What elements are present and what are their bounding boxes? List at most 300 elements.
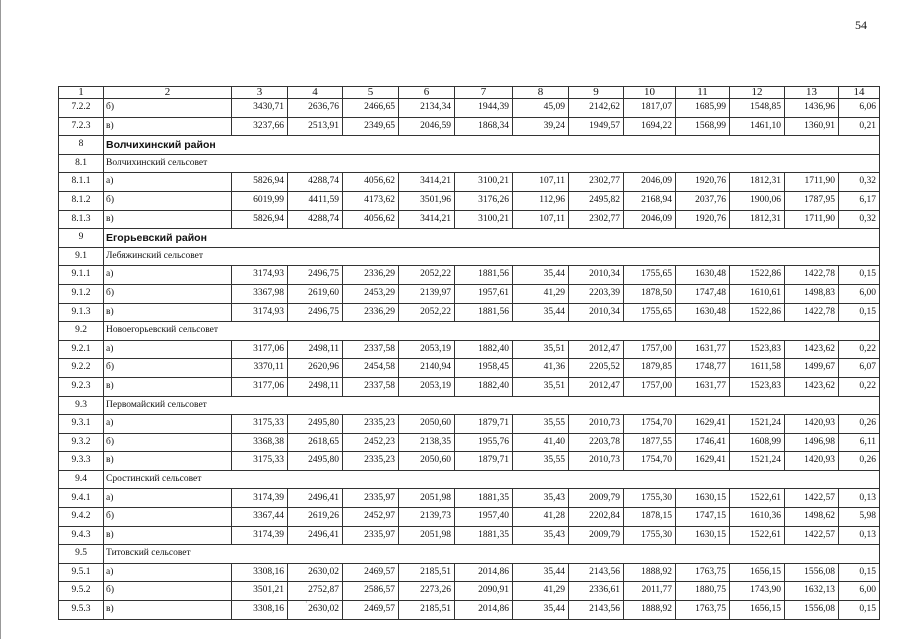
table-cell: 1757,00 — [624, 340, 676, 359]
table-cell: 1694,22 — [624, 117, 676, 136]
table-cell: 4056,62 — [343, 210, 399, 229]
table-row — [59, 191, 880, 210]
table-cell: 41,40 — [513, 433, 569, 452]
table-cell: 2052,22 — [399, 266, 455, 285]
table-cell: 2139,97 — [399, 284, 455, 303]
table-cell: 41,29 — [513, 582, 569, 601]
table-cell: 6,11 — [839, 433, 880, 452]
table-cell: 1755,65 — [624, 303, 676, 322]
table-cell: 1747,15 — [676, 508, 730, 527]
table-cell: 3177,06 — [232, 340, 288, 359]
table-cell: 0,26 — [839, 452, 880, 471]
table-cell: 3177,06 — [232, 377, 288, 396]
table-cell: 1420,93 — [785, 415, 839, 434]
table-cell: 1888,92 — [624, 601, 676, 620]
table-cell: 2496,75 — [288, 303, 343, 322]
table-cell: 1496,98 — [785, 433, 839, 452]
row-id: 8 — [59, 136, 104, 155]
column-header: 6 — [399, 87, 455, 99]
row-id: 9.5 — [59, 545, 104, 564]
table-cell: 6,07 — [839, 359, 880, 378]
table-cell: 5,98 — [839, 508, 880, 527]
page-edge — [0, 0, 1, 639]
table-cell: 1958,45 — [455, 359, 513, 378]
table-cell: 0,15 — [839, 601, 880, 620]
region-row — [59, 229, 880, 248]
settlement-row — [59, 154, 880, 173]
table-cell: 1877,55 — [624, 433, 676, 452]
table-cell: 2010,34 — [569, 266, 624, 285]
table-cell: 1882,40 — [455, 377, 513, 396]
table-row — [59, 303, 880, 322]
table-cell: 107,11 — [513, 210, 569, 229]
table-cell: 2513,91 — [288, 117, 343, 136]
table-row — [59, 489, 880, 508]
row-label: а) — [104, 563, 232, 582]
table-cell: 1900,06 — [730, 191, 785, 210]
table-cell: 1880,75 — [676, 582, 730, 601]
table-cell: 2618,65 — [288, 433, 343, 452]
table-cell: 1632,13 — [785, 582, 839, 601]
table-cell: 0,32 — [839, 210, 880, 229]
column-header: 9 — [569, 87, 624, 99]
table-cell: 1711,90 — [785, 173, 839, 192]
table-cell: 2498,11 — [288, 377, 343, 396]
table-cell: 2046,59 — [399, 117, 455, 136]
table-cell: 35,55 — [513, 452, 569, 471]
table-cell: 2185,51 — [399, 563, 455, 582]
column-header: 5 — [343, 87, 399, 99]
table-cell: 1881,35 — [455, 526, 513, 545]
table-cell: 1747,48 — [676, 284, 730, 303]
table-cell: 3175,33 — [232, 452, 288, 471]
table-cell: 1610,61 — [730, 284, 785, 303]
table-cell: 2139,73 — [399, 508, 455, 527]
table-cell: 45,09 — [513, 99, 569, 118]
table-cell: 6,06 — [839, 99, 880, 118]
row-id: 7.2.3 — [59, 117, 104, 136]
table-cell: 6,00 — [839, 582, 880, 601]
table-row — [59, 266, 880, 285]
table-cell: 2620,96 — [288, 359, 343, 378]
table-cell: 1878,50 — [624, 284, 676, 303]
table-cell: 1879,85 — [624, 359, 676, 378]
table-cell: 2335,97 — [343, 526, 399, 545]
table-cell: 1685,99 — [676, 99, 730, 118]
table-cell: 41,28 — [513, 508, 569, 527]
table-cell: 2630,02 — [288, 563, 343, 582]
table-cell: 3174,39 — [232, 526, 288, 545]
table-cell: 4411,59 — [288, 191, 343, 210]
table-cell: 2050,60 — [399, 415, 455, 434]
table-cell: 0,32 — [839, 173, 880, 192]
row-id: 9 — [59, 229, 104, 248]
table-cell: 3430,71 — [232, 99, 288, 118]
table-cell: 2053,19 — [399, 340, 455, 359]
table-cell: 0,22 — [839, 377, 880, 396]
row-id: 7.2.2 — [59, 99, 104, 118]
table-cell: 1879,71 — [455, 415, 513, 434]
column-header: 3 — [232, 87, 288, 99]
settlement-title: Сростинский сельсовет — [104, 470, 880, 489]
row-label: а) — [104, 173, 232, 192]
table-cell: 1787,95 — [785, 191, 839, 210]
row-id: 9.2.1 — [59, 340, 104, 359]
table-cell: 2586,57 — [343, 582, 399, 601]
row-label: в) — [104, 210, 232, 229]
row-id: 9.2 — [59, 322, 104, 341]
table-cell: 35,55 — [513, 415, 569, 434]
row-label: а) — [104, 489, 232, 508]
row-label: б) — [104, 433, 232, 452]
table-cell: 1610,36 — [730, 508, 785, 527]
table-row — [59, 508, 880, 527]
table-cell: 2134,34 — [399, 99, 455, 118]
table-cell: 2014,86 — [455, 563, 513, 582]
table-cell: 2453,29 — [343, 284, 399, 303]
settlement-row — [59, 470, 880, 489]
table-cell: 1461,10 — [730, 117, 785, 136]
row-id: 9.3 — [59, 396, 104, 415]
scan-speck: · — [305, 598, 308, 607]
table-cell: 3100,21 — [455, 210, 513, 229]
table-cell: 2205,52 — [569, 359, 624, 378]
table-cell: 4173,62 — [343, 191, 399, 210]
table-cell: 1360,91 — [785, 117, 839, 136]
table-cell: 1611,58 — [730, 359, 785, 378]
row-label: б) — [104, 508, 232, 527]
table-cell: 41,36 — [513, 359, 569, 378]
table-cell: 1754,70 — [624, 452, 676, 471]
table-cell: 2335,23 — [343, 452, 399, 471]
row-id: 9.5.3 — [59, 601, 104, 620]
table-cell: 2142,62 — [569, 99, 624, 118]
row-label: б) — [104, 99, 232, 118]
region-title: Волчихинский район — [104, 136, 880, 155]
table-cell: 1882,40 — [455, 340, 513, 359]
row-label: в) — [104, 526, 232, 545]
table-cell: 2010,73 — [569, 415, 624, 434]
table-cell: 35,44 — [513, 601, 569, 620]
table-cell: 5826,94 — [232, 210, 288, 229]
table-cell: 0,15 — [839, 563, 880, 582]
column-header: 12 — [730, 87, 785, 99]
table-cell: 4288,74 — [288, 173, 343, 192]
row-label: в) — [104, 303, 232, 322]
table-cell: 1888,92 — [624, 563, 676, 582]
table-row — [59, 359, 880, 378]
table-cell: 2496,75 — [288, 266, 343, 285]
table-cell: 1812,31 — [730, 210, 785, 229]
table-cell: 1868,34 — [455, 117, 513, 136]
table-cell: 3174,93 — [232, 303, 288, 322]
table-cell: 3100,21 — [455, 173, 513, 192]
table-cell: 2052,22 — [399, 303, 455, 322]
table-cell: 1748,77 — [676, 359, 730, 378]
table-cell: 2053,19 — [399, 377, 455, 396]
table-cell: 1817,07 — [624, 99, 676, 118]
row-id: 9.1.2 — [59, 284, 104, 303]
row-id: 8.1.2 — [59, 191, 104, 210]
table-cell: 1754,70 — [624, 415, 676, 434]
table-cell: 1521,24 — [730, 415, 785, 434]
settlement-row — [59, 322, 880, 341]
table-cell: 112,96 — [513, 191, 569, 210]
table-cell: 0,21 — [839, 117, 880, 136]
table-cell: 1522,86 — [730, 303, 785, 322]
table-cell: 1763,75 — [676, 563, 730, 582]
table-cell: 2469,57 — [343, 601, 399, 620]
table-cell: 1630,48 — [676, 266, 730, 285]
row-label: в) — [104, 117, 232, 136]
table-cell: 2012,47 — [569, 377, 624, 396]
table-cell: 1746,41 — [676, 433, 730, 452]
table-cell: 2143,56 — [569, 601, 624, 620]
table-row — [59, 433, 880, 452]
table-cell: 3367,98 — [232, 284, 288, 303]
row-id: 9.4 — [59, 470, 104, 489]
table-cell: 3414,21 — [399, 173, 455, 192]
table-cell: 2498,11 — [288, 340, 343, 359]
table-cell: 1879,71 — [455, 452, 513, 471]
table-cell: 1631,77 — [676, 340, 730, 359]
table-cell: 1711,90 — [785, 210, 839, 229]
table-cell: 2168,94 — [624, 191, 676, 210]
table-cell: 1881,56 — [455, 266, 513, 285]
table-cell: 1957,61 — [455, 284, 513, 303]
settlement-title: Новоегорьевский сельсовет — [104, 322, 880, 341]
table-cell: 2337,58 — [343, 377, 399, 396]
region-row — [59, 136, 880, 155]
page-number: 54 — [855, 18, 867, 32]
table-cell: 2012,47 — [569, 340, 624, 359]
table-cell: 1423,62 — [785, 377, 839, 396]
table-cell: 2336,61 — [569, 582, 624, 601]
table-cell: 1631,77 — [676, 377, 730, 396]
table-cell: 2051,98 — [399, 489, 455, 508]
row-id: 9.2.3 — [59, 377, 104, 396]
table-cell: 2452,23 — [343, 433, 399, 452]
table-cell: 107,11 — [513, 173, 569, 192]
table-cell: 1755,65 — [624, 266, 676, 285]
table-cell: 2495,82 — [569, 191, 624, 210]
row-id: 9.2.2 — [59, 359, 104, 378]
table-cell: 0,15 — [839, 303, 880, 322]
table-cell: 1955,76 — [455, 433, 513, 452]
row-label: в) — [104, 601, 232, 620]
table-cell: 2046,09 — [624, 173, 676, 192]
table-cell: 1920,76 — [676, 173, 730, 192]
table-cell: 2302,77 — [569, 210, 624, 229]
table-row — [59, 415, 880, 434]
table-cell: 2009,79 — [569, 489, 624, 508]
row-id: 9.5.1 — [59, 563, 104, 582]
table-cell: 2050,60 — [399, 452, 455, 471]
table-cell: 1548,85 — [730, 99, 785, 118]
column-header: 7 — [455, 87, 513, 99]
table-row — [59, 117, 880, 136]
table-cell: 4056,62 — [343, 173, 399, 192]
table-cell: 2185,51 — [399, 601, 455, 620]
settlement-row — [59, 545, 880, 564]
settlement-row — [59, 247, 880, 266]
table-cell: 2619,26 — [288, 508, 343, 527]
column-header: 14 — [839, 87, 880, 99]
table-row — [59, 210, 880, 229]
table-cell: 2466,65 — [343, 99, 399, 118]
table-cell: 1629,41 — [676, 415, 730, 434]
table-cell: 2469,57 — [343, 563, 399, 582]
row-label: в) — [104, 377, 232, 396]
table-cell: 1422,78 — [785, 266, 839, 285]
row-label: б) — [104, 191, 232, 210]
table-cell: 2010,34 — [569, 303, 624, 322]
table-cell: 3308,16 — [232, 601, 288, 620]
table-cell: 3308,16 — [232, 563, 288, 582]
table-cell: 1422,57 — [785, 526, 839, 545]
table-row — [59, 340, 880, 359]
column-header: 2 — [104, 87, 232, 99]
settlement-row — [59, 396, 880, 415]
row-label: б) — [104, 582, 232, 601]
table-cell: 2752,87 — [288, 582, 343, 601]
table-cell: 2138,35 — [399, 433, 455, 452]
table-cell: 2010,73 — [569, 452, 624, 471]
settlement-title: Титовский сельсовет — [104, 545, 880, 564]
table-cell: 35,51 — [513, 340, 569, 359]
column-header: 11 — [676, 87, 730, 99]
table-cell: 2009,79 — [569, 526, 624, 545]
table-cell: 1881,35 — [455, 489, 513, 508]
table-cell: 1630,15 — [676, 526, 730, 545]
table-cell: 0,13 — [839, 526, 880, 545]
table-cell: 35,44 — [513, 266, 569, 285]
table-cell: 1920,76 — [676, 210, 730, 229]
table-cell: 1436,96 — [785, 99, 839, 118]
table-cell: 1498,83 — [785, 284, 839, 303]
table-cell: 1944,39 — [455, 99, 513, 118]
table-cell: 2336,29 — [343, 266, 399, 285]
settlement-title: Волчихинский сельсовет — [104, 154, 880, 173]
table-cell: 1523,83 — [730, 377, 785, 396]
table-cell: 1630,48 — [676, 303, 730, 322]
table-cell: 6,00 — [839, 284, 880, 303]
table-cell: 3501,21 — [232, 582, 288, 601]
table-cell: 1568,99 — [676, 117, 730, 136]
row-id: 9.4.3 — [59, 526, 104, 545]
row-id: 9.3.2 — [59, 433, 104, 452]
table-cell: 1422,57 — [785, 489, 839, 508]
table-cell: 0,15 — [839, 266, 880, 285]
table-cell: 2051,98 — [399, 526, 455, 545]
table-cell: 1812,31 — [730, 173, 785, 192]
table-cell: 2143,56 — [569, 563, 624, 582]
row-id: 9.1.1 — [59, 266, 104, 285]
table-cell: 35,51 — [513, 377, 569, 396]
settlement-title: Лебяжинский сельсовет — [104, 247, 880, 266]
table-cell: 1755,30 — [624, 489, 676, 508]
table-row — [59, 377, 880, 396]
table-cell: 1522,61 — [730, 489, 785, 508]
table-cell: 2452,97 — [343, 508, 399, 527]
row-label: а) — [104, 415, 232, 434]
table-cell: 1957,40 — [455, 508, 513, 527]
row-id: 9.1 — [59, 247, 104, 266]
table-cell: 4288,74 — [288, 210, 343, 229]
table-cell: 2203,39 — [569, 284, 624, 303]
table-cell: 1422,78 — [785, 303, 839, 322]
row-id: 9.3.3 — [59, 452, 104, 471]
table-cell: 3174,93 — [232, 266, 288, 285]
table-row — [59, 601, 880, 620]
table-cell: 2302,77 — [569, 173, 624, 192]
table-cell: 1656,15 — [730, 563, 785, 582]
table-cell: 1521,24 — [730, 452, 785, 471]
table-cell: 2496,41 — [288, 489, 343, 508]
region-title: Егорьевский район — [104, 229, 880, 248]
table-cell: 1522,86 — [730, 266, 785, 285]
table-cell: 3175,33 — [232, 415, 288, 434]
table-cell: 1757,00 — [624, 377, 676, 396]
table-cell: 0,22 — [839, 340, 880, 359]
row-label: б) — [104, 359, 232, 378]
table-cell: 2337,58 — [343, 340, 399, 359]
table-cell: 0,13 — [839, 489, 880, 508]
table-cell: 1523,83 — [730, 340, 785, 359]
table-cell: 3174,39 — [232, 489, 288, 508]
table-cell: 3368,38 — [232, 433, 288, 452]
row-label: в) — [104, 452, 232, 471]
table-cell: 2630,02 — [288, 601, 343, 620]
row-id: 9.4.2 — [59, 508, 104, 527]
table-cell: 6019,99 — [232, 191, 288, 210]
row-label: б) — [104, 284, 232, 303]
table-cell: 1556,08 — [785, 563, 839, 582]
table-cell: 1763,75 — [676, 601, 730, 620]
column-header: 4 — [288, 87, 343, 99]
row-label: а) — [104, 266, 232, 285]
table-row — [59, 99, 880, 118]
table-cell: 3414,21 — [399, 210, 455, 229]
table-cell: 1423,62 — [785, 340, 839, 359]
table-cell: 35,43 — [513, 526, 569, 545]
table-cell: 2636,76 — [288, 99, 343, 118]
row-id: 8.1.1 — [59, 173, 104, 192]
table-cell: 2335,97 — [343, 489, 399, 508]
table-row — [59, 582, 880, 601]
table-cell: 3370,11 — [232, 359, 288, 378]
table-row — [59, 173, 880, 192]
table-cell: 35,43 — [513, 489, 569, 508]
table-cell: 2203,78 — [569, 433, 624, 452]
table-row — [59, 526, 880, 545]
header-row — [59, 87, 880, 99]
settlement-title: Первомайский сельсовет — [104, 396, 880, 415]
table-cell: 3237,66 — [232, 117, 288, 136]
row-id: 9.4.1 — [59, 489, 104, 508]
row-id: 8.1 — [59, 154, 104, 173]
table-cell: 2495,80 — [288, 452, 343, 471]
table-cell: 2496,41 — [288, 526, 343, 545]
table-cell: 6,17 — [839, 191, 880, 210]
table-cell: 3367,44 — [232, 508, 288, 527]
table-cell: 1949,57 — [569, 117, 624, 136]
table-cell: 2014,86 — [455, 601, 513, 620]
row-id: 9.1.3 — [59, 303, 104, 322]
table-cell: 41,29 — [513, 284, 569, 303]
column-header: 13 — [785, 87, 839, 99]
table-cell: 5826,94 — [232, 173, 288, 192]
